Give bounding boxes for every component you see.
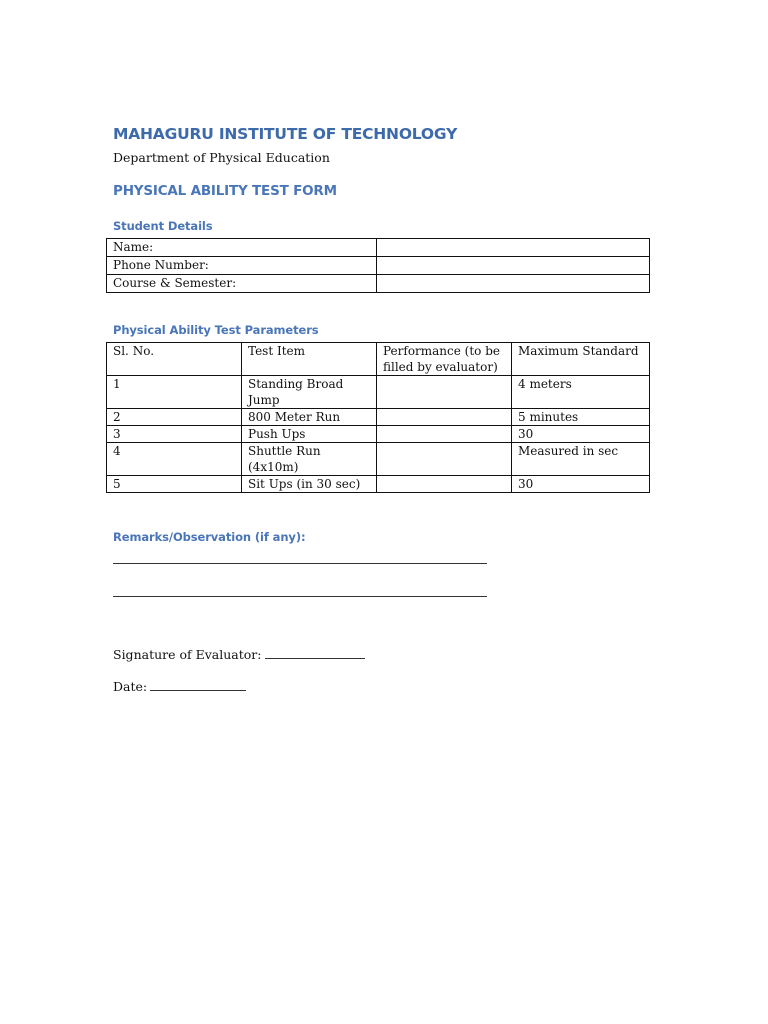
table-row bbox=[107, 376, 650, 409]
course-semester-field[interactable] bbox=[377, 275, 650, 293]
table-row bbox=[107, 239, 650, 257]
date-label: Date: bbox=[113, 679, 148, 694]
sl-no-cell: 4 bbox=[107, 443, 242, 476]
table-row bbox=[107, 426, 650, 443]
column-header-maximum-standard: Maximum Standard bbox=[512, 343, 650, 376]
maximum-standard-cell: 30 bbox=[512, 476, 650, 493]
student-name-label: Name: bbox=[107, 239, 377, 257]
table-row bbox=[107, 275, 650, 293]
phone-number-label: Phone Number: bbox=[107, 257, 377, 275]
signature-label: Signature of Evaluator: bbox=[113, 647, 262, 662]
date-row bbox=[113, 679, 246, 694]
sl-no-cell: 3 bbox=[107, 426, 242, 443]
performance-cell[interactable] bbox=[377, 376, 512, 409]
column-header-sl-no: Sl. No. bbox=[107, 343, 242, 376]
test-parameters-table bbox=[106, 342, 650, 493]
test-item-cell: Shuttle Run (4x10m) bbox=[242, 443, 377, 476]
test-item-cell: Sit Ups (in 30 sec) bbox=[242, 476, 377, 493]
student-name-field[interactable] bbox=[377, 239, 650, 257]
test-item-cell: Standing Broad Jump bbox=[242, 376, 377, 409]
performance-cell[interactable] bbox=[377, 426, 512, 443]
form-title: PHYSICAL ABILITY TEST FORM bbox=[113, 183, 337, 199]
performance-cell[interactable] bbox=[377, 443, 512, 476]
test-item-cell: 800 Meter Run bbox=[242, 409, 377, 426]
maximum-standard-cell: 30 bbox=[512, 426, 650, 443]
test-parameters-heading: Physical Ability Test Parameters bbox=[113, 323, 319, 337]
student-details-heading: Student Details bbox=[113, 219, 213, 233]
test-item-cell: Push Ups bbox=[242, 426, 377, 443]
student-details-table bbox=[106, 238, 650, 293]
signature-blank[interactable] bbox=[265, 648, 365, 659]
sl-no-cell: 5 bbox=[107, 476, 242, 493]
sl-no-cell: 2 bbox=[107, 409, 242, 426]
institute-title: MAHAGURU INSTITUTE OF TECHNOLOGY bbox=[113, 125, 458, 143]
maximum-standard-cell: 5 minutes bbox=[512, 409, 650, 426]
signature-row bbox=[113, 647, 365, 662]
course-semester-label: Course & Semester: bbox=[107, 275, 377, 293]
table-row bbox=[107, 476, 650, 493]
date-blank[interactable] bbox=[150, 680, 246, 691]
maximum-standard-cell: 4 meters bbox=[512, 376, 650, 409]
performance-cell[interactable] bbox=[377, 409, 512, 426]
column-header-performance: Performance (to be filled by evaluator) bbox=[377, 343, 512, 376]
remarks-heading: Remarks/Observation (if any): bbox=[113, 530, 306, 544]
table-row bbox=[107, 409, 650, 426]
remarks-line-2[interactable] bbox=[113, 596, 487, 597]
performance-cell[interactable] bbox=[377, 476, 512, 493]
table-header-row bbox=[107, 343, 650, 376]
maximum-standard-cell: Measured in sec bbox=[512, 443, 650, 476]
sl-no-cell: 1 bbox=[107, 376, 242, 409]
column-header-test-item: Test Item bbox=[242, 343, 377, 376]
phone-number-field[interactable] bbox=[377, 257, 650, 275]
table-row bbox=[107, 257, 650, 275]
table-row bbox=[107, 443, 650, 476]
remarks-line-1[interactable] bbox=[113, 563, 487, 564]
department-name: Department of Physical Education bbox=[113, 150, 330, 165]
